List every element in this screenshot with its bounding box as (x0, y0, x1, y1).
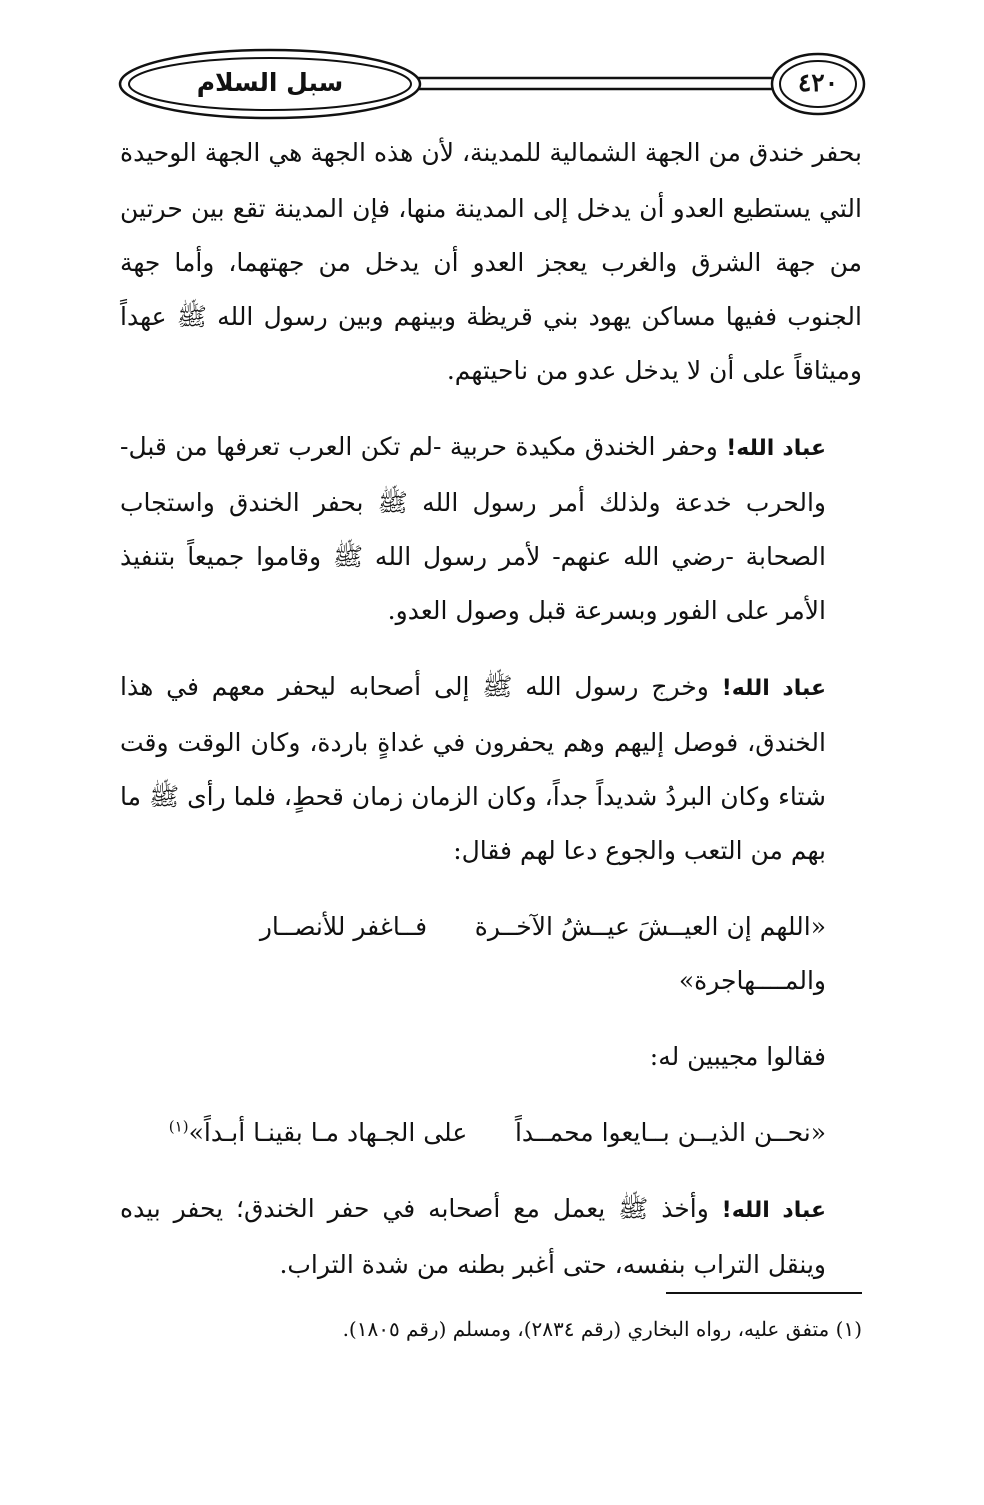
paragraph (120, 1182, 862, 1292)
paragraph (120, 126, 862, 398)
footnote-reference[interactable]: (١) (168, 1117, 189, 1136)
page-header (110, 44, 870, 124)
paragraph-text: وخرج رسول الله ﷺ إلى أصحابه ليحفر معهم في هذا الخندق، فوصل إليهم وهم يحفرون في غداةٍ باردة، وكان الوقت وقت شتاء وكان البردُ شديداً جداً، وكان الزمان زمان قحطٍ، فلما رأى ﷺ ما بهم من التعب والجوع دعا لهم فقال: (120, 672, 826, 865)
verse-first-hemistich: «نحــن الذيــن بــايعوا محمــداً (514, 1118, 826, 1147)
paragraph (120, 660, 862, 878)
verse-intro: فقالوا مجيبين له: (649, 1042, 826, 1071)
paragraph-text: بحفر خندق من الجهة الشمالية للمدينة، لأن هذه الجهة هي الجهة الوحيدة التي يستطيع العدو أن يدخل إلى المدينة منها، فإن المدينة تقع بين حرتين من جهة الشرق والغرب يعجز العدو أن يدخل من جهتهما، وأما جهة الجنوب ففيها مساكن يهود بني قريظة وبينهم وبين رسول الله ﷺ عهداً وميثاقاً على أن لا يدخل عدو من ناحيتهم. (120, 138, 862, 385)
paragraph-lead: عباد الله! (726, 436, 826, 461)
paragraph (120, 420, 862, 638)
verse-second-hemistich: على الجـهاد مـا بقينـا أبـداً» (188, 1118, 468, 1147)
poem-verse (120, 1106, 862, 1160)
paragraph-lead: عباد الله! (721, 1198, 826, 1223)
main-text (120, 126, 862, 1292)
footnote: (١) متفق عليه، رواه البخاري (رقم ٢٨٣٤)، ومسلم (رقم ١٨٠٥). (342, 1317, 862, 1341)
paragraph-text: وحفر الخندق مكيدة حربية -لم تكن العرب تعرفها من قبل- والحرب خدعة ولذلك أمر رسول الله ﷺ بحفر الخندق واستجاب الصحابة -رضي الله عنهم- لأمر رسول الله ﷺ وقاموا جميعاً بتنفيذ الأمر على الفور وبسرعة قبل وصول العدو. (120, 432, 826, 625)
paragraph-text: وأخذ ﷺ يعمل مع أصحابه في حفر الخندق؛ يحفر بيده وينقل التراب بنفسه، حتى أغبر بطنه من شدة التراب. (120, 1194, 826, 1279)
footnote-separator (666, 1292, 862, 1294)
verse-first-hemistich: «اللهم إن العيــشَ عيــشُ الآخــرة (474, 912, 826, 941)
page-number: ٤٢٠ (797, 68, 839, 97)
paragraph-lead: عباد الله! (721, 676, 826, 701)
poem-verse (120, 900, 862, 1008)
running-title: سبل السلام (196, 68, 344, 97)
verse-second-hemistich: فــاغفر للأنصــار والمــــهاجرة» (259, 912, 826, 995)
